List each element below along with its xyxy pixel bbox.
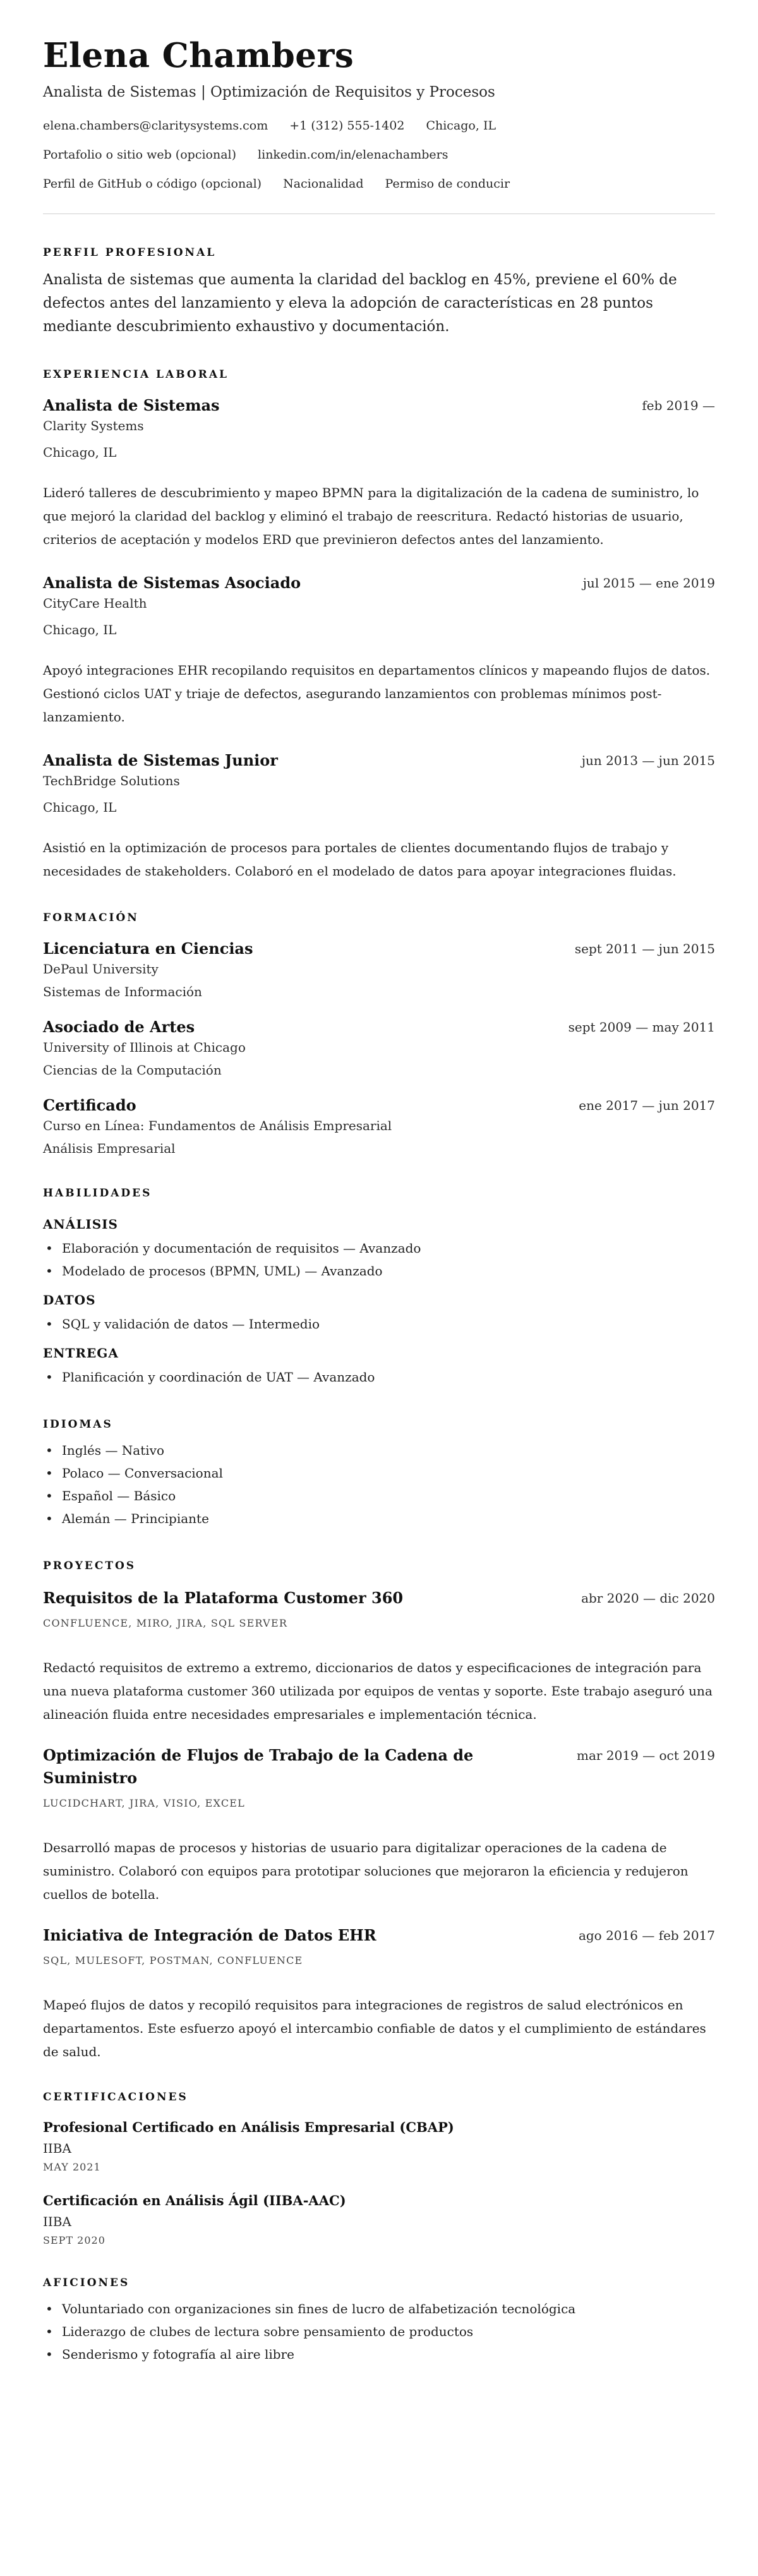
- education-entry: [43, 937, 715, 1001]
- experience-entry: [43, 749, 715, 883]
- headline: Analista de Sistemas | Optimización de Requisitos y Procesos: [43, 84, 495, 100]
- company-name: CityCare Health: [43, 596, 147, 611]
- bullet-icon: •: [45, 1241, 53, 1256]
- project-name: Requisitos de la Plataforma Customer 360: [43, 1589, 404, 1607]
- portfolio-link[interactable]: Portafolio o sitio web (opcional): [43, 148, 237, 162]
- email-link[interactable]: elena.chambers@claritysystems.com: [43, 119, 268, 133]
- linkedin-link[interactable]: linkedin.com/in/elenachambers: [258, 148, 448, 162]
- school-name: Curso en Línea: Fundamentos de Análisis Empresarial: [43, 1118, 392, 1133]
- interest-item: • Liderazgo de clubes de lectura sobre pensamiento de productos: [43, 2320, 715, 2343]
- job-location: Chicago, IL: [43, 622, 117, 637]
- interest-item: • Senderismo y fotografía al aire libre: [43, 2343, 715, 2366]
- language-item: • Alemán — Principiante: [43, 1507, 715, 1530]
- bullet-icon: •: [45, 2347, 53, 2362]
- degree-title: Licenciatura en Ciencias: [43, 939, 253, 958]
- skill-group: [43, 1215, 715, 1282]
- project-dates: mar 2019 — oct 2019: [577, 1748, 715, 1763]
- experience-entry: [43, 394, 715, 551]
- bullet-icon: •: [45, 1263, 53, 1279]
- phone-link[interactable]: +1 (312) 555-1402: [289, 119, 405, 133]
- contact-row-primary: [43, 117, 715, 134]
- certification-issuer: IIBA: [43, 2141, 71, 2156]
- project-dates: abr 2020 — dic 2020: [581, 1591, 715, 1606]
- job-title: Analista de Sistemas Junior: [43, 751, 278, 769]
- skill-group: [43, 1344, 715, 1388]
- skill-category: ENTREGA: [43, 1345, 119, 1361]
- job-title: Analista de Sistemas: [43, 396, 220, 414]
- languages-heading: IDIOMAS: [43, 1418, 113, 1431]
- bullet-icon: •: [45, 1488, 53, 1503]
- project-tech: SQL, MULESOFT, POSTMAN, CONFLUENCE: [43, 1954, 303, 1966]
- certification-date: MAY 2021: [43, 2161, 101, 2173]
- field-of-study: Ciencias de la Computación: [43, 1062, 222, 1078]
- skill-item: • Planificación y coordinación de UAT — Avanzado: [43, 1366, 715, 1388]
- degree-title: Certificado: [43, 1096, 136, 1114]
- interests-section: [43, 2276, 715, 2366]
- company-name: Clarity Systems: [43, 418, 144, 433]
- bullet-icon: •: [45, 2301, 53, 2316]
- bullet-icon: •: [45, 2324, 53, 2339]
- job-location: Chicago, IL: [43, 800, 117, 815]
- bullet-icon: •: [45, 1316, 53, 1332]
- github-link[interactable]: Perfil de GitHub o código (opcional): [43, 177, 262, 191]
- project-name: Optimización de Flujos de Trabajo de la Cadena de Suministro: [43, 1746, 474, 1787]
- job-description: Apoyó integraciones EHR recopilando requisitos en departamentos clínicos y mapeando flujos de datos. Gestionó ciclos UAT y triaje de defectos, asegurando lanzamientos con problemas mínimos post-lanzamiento.: [43, 663, 711, 725]
- skill-item: • SQL y validación de datos — Intermedio: [43, 1313, 715, 1335]
- certification-issuer: IIBA: [43, 2214, 71, 2229]
- summary-heading: PERFIL PROFESIONAL: [43, 246, 217, 259]
- nationality-text: Nacionalidad: [283, 177, 364, 191]
- experience-heading: EXPERIENCIA LABORAL: [43, 368, 229, 381]
- location-text: Chicago, IL: [426, 119, 496, 133]
- interests-heading: AFICIONES: [43, 2277, 130, 2289]
- experience-entry: [43, 572, 715, 729]
- company-name: TechBridge Solutions: [43, 773, 180, 788]
- education-dates: ene 2017 — jun 2017: [579, 1098, 715, 1113]
- contact-row-extra: [43, 176, 715, 192]
- skills-heading: HABILIDADES: [43, 1187, 152, 1200]
- education-entry: [43, 1016, 715, 1079]
- license-text: Permiso de conducir: [385, 177, 510, 191]
- summary-section: [43, 246, 715, 339]
- education-entry: [43, 1094, 715, 1157]
- skill-item: • Elaboración y documentación de requisitos — Avanzado: [43, 1237, 715, 1260]
- job-description: Lideró talleres de descubrimiento y mapeo BPMN para la digitalización de la cadena de suministro, lo que mejoró la claridad del backlog y eliminó el trabajo de reescritura. Redactó historias de usuario, criterios de aceptación y modelos ERD que previnieron defectos antes del lanzamiento.: [43, 485, 699, 547]
- job-title: Analista de Sistemas Asociado: [43, 574, 301, 592]
- certifications-section: [43, 2090, 715, 2248]
- job-dates: jul 2015 — ene 2019: [582, 575, 715, 591]
- experience-section: [43, 368, 715, 883]
- certification-name: Profesional Certificado en Análisis Empresarial (CBAP): [43, 2119, 454, 2135]
- bullet-icon: •: [45, 1511, 53, 1526]
- job-dates: feb 2019 —: [642, 398, 715, 413]
- school-name: DePaul University: [43, 961, 159, 977]
- bullet-icon: •: [45, 1466, 53, 1481]
- education-dates: sept 2011 — jun 2015: [574, 941, 715, 956]
- skill-category: ANÁLISIS: [43, 1217, 118, 1232]
- contact-row-links: [43, 147, 715, 163]
- projects-section: [43, 1559, 715, 2064]
- job-dates: jun 2013 — jun 2015: [581, 753, 715, 768]
- language-item: • Inglés — Nativo: [43, 1439, 715, 1462]
- project-entry: [43, 1587, 715, 1726]
- school-name: University of Illinois at Chicago: [43, 1040, 246, 1055]
- certifications-heading: CERTIFICACIONES: [43, 2091, 188, 2104]
- languages-section: [43, 1417, 715, 1530]
- project-entry: [43, 1924, 715, 2064]
- project-description: Redactó requisitos de extremo a extremo, diccionarios de datos y especificaciones de integración para una nueva plataforma customer 360 utilizada por equipos de ventas y soporte. Este trabajo aseguró una alineación fluida entre necesidades empresariales e implementación técnica.: [43, 1660, 713, 1722]
- education-section: [43, 911, 715, 1157]
- interest-item: • Voluntariado con organizaciones sin fines de lucro de alfabetización tecnológica: [43, 2297, 715, 2320]
- project-tech: LUCIDCHART, JIRA, VISIO, EXCEL: [43, 1797, 245, 1809]
- candidate-name: Elena Chambers: [43, 36, 354, 75]
- job-location: Chicago, IL: [43, 445, 117, 460]
- language-item: • Polaco — Conversacional: [43, 1462, 715, 1484]
- degree-title: Asociado de Artes: [43, 1018, 195, 1036]
- project-entry: [43, 1744, 715, 1906]
- job-description: Asistió en la optimización de procesos para portales de clientes documentando flujos de trabajo y necesidades de stakeholders. Colaboró en el modelado de datos para apoyar integraciones fluidas.: [43, 840, 677, 879]
- skills-section: [43, 1186, 715, 1388]
- projects-heading: PROYECTOS: [43, 1560, 136, 1572]
- certification-entry: [43, 2191, 715, 2248]
- field-of-study: Análisis Empresarial: [43, 1141, 176, 1156]
- bullet-icon: •: [45, 1369, 53, 1385]
- bullet-icon: •: [45, 1443, 53, 1458]
- skill-item: • Modelado de procesos (BPMN, UML) — Avanzado: [43, 1260, 715, 1282]
- skill-group: [43, 1291, 715, 1335]
- project-dates: ago 2016 — feb 2017: [578, 1928, 715, 1943]
- language-item: • Español — Básico: [43, 1484, 715, 1507]
- field-of-study: Sistemas de Información: [43, 984, 202, 999]
- certification-entry: [43, 2118, 715, 2175]
- project-description: Mapeó flujos de datos y recopiló requisitos para integraciones de registros de salud electrónicos en departamentos. Este esfuerzo apoyó el intercambio confiable de datos y el cumplimiento de estándares de salud.: [43, 1997, 706, 2059]
- project-tech: CONFLUENCE, MIRO, JIRA, SQL SERVER: [43, 1617, 288, 1629]
- project-description: Desarrolló mapas de procesos y historias de usuario para digitalizar operaciones de la cadena de suministro. Colaboró con equipos para prototipar soluciones que mejoraron la eficiencia y redujeron cuellos de botella.: [43, 1840, 689, 1902]
- project-name: Iniciativa de Integración de Datos EHR: [43, 1926, 376, 1944]
- skill-category: DATOS: [43, 1292, 96, 1308]
- education-dates: sept 2009 — may 2011: [568, 1020, 715, 1035]
- certification-date: SEPT 2020: [43, 2234, 105, 2246]
- certification-name: Certificación en Análisis Ágil (IIBA-AAC): [43, 2193, 346, 2208]
- summary-text: Analista de sistemas que aumenta la claridad del backlog en 45%, previene el 60% de defectos antes del lanzamiento y eleva la adopción de características en 28 puntos mediante descubrimiento exhaustivo y documentación.: [43, 272, 677, 335]
- education-heading: FORMACIÓN: [43, 912, 139, 924]
